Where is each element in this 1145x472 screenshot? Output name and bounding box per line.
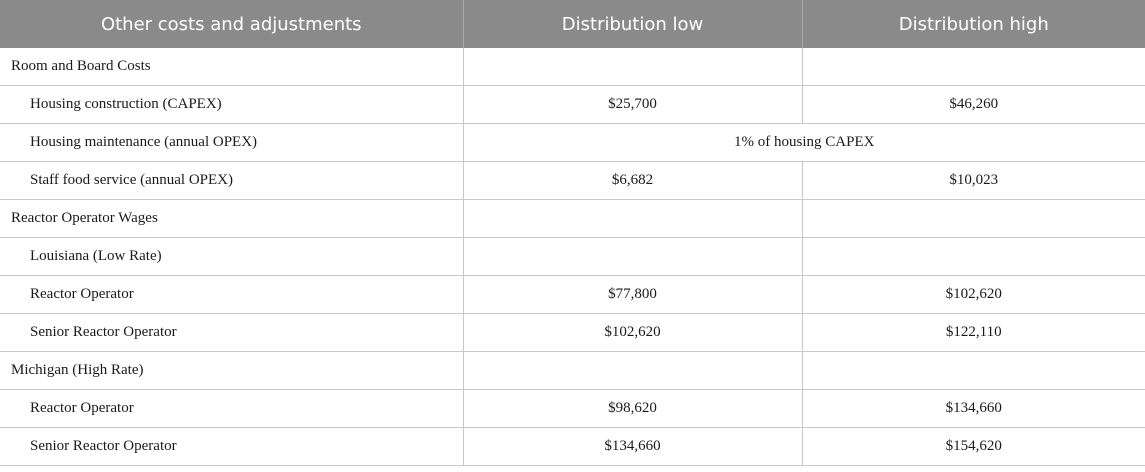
distribution-low-cell: $98,620 [463,390,802,428]
distribution-high-cell [802,48,1145,86]
header-distribution-low: Distribution low [463,0,802,48]
header-row [0,0,1145,48]
distribution-high-cell [802,352,1145,390]
table-body [0,48,1145,466]
distribution-high-cell: $154,620 [802,428,1145,466]
distribution-low-cell [463,48,802,86]
row-label: Staff food service (annual OPEX) [0,162,463,200]
distribution-low-cell [463,352,802,390]
distribution-high-cell: $10,023 [802,162,1145,200]
row-label: Reactor Operator Wages [0,200,463,238]
distribution-high-cell: $102,620 [802,276,1145,314]
row-label: Senior Reactor Operator [0,314,463,352]
header-distribution-high: Distribution high [802,0,1145,48]
distribution-low-cell: $25,700 [463,86,802,124]
distribution-low-cell: $134,660 [463,428,802,466]
table-header [0,0,1145,48]
row-label: Reactor Operator [0,276,463,314]
table-row [0,390,1145,428]
distribution-high-cell: $46,260 [802,86,1145,124]
row-label: Reactor Operator [0,390,463,428]
row-label: Michigan (High Rate) [0,352,463,390]
distribution-low-cell [463,200,802,238]
distribution-high-cell: $134,660 [802,390,1145,428]
header-other-costs: Other costs and adjustments [0,0,463,48]
distribution-high-cell [802,200,1145,238]
row-label: Louisiana (Low Rate) [0,238,463,276]
distribution-low-cell: $102,620 [463,314,802,352]
table-row [0,86,1145,124]
distribution-low-cell: $77,800 [463,276,802,314]
table-row [0,352,1145,390]
table-row [0,428,1145,466]
row-label: Room and Board Costs [11,58,151,74]
table-row [0,314,1145,352]
distribution-high-cell: $122,110 [802,314,1145,352]
table-row [0,124,1145,162]
row-label: Housing maintenance (annual OPEX) [0,124,463,162]
merged-value-cell: 1% of housing CAPEX [463,124,1145,162]
table-row [0,276,1145,314]
table-row [0,200,1145,238]
table-row [0,162,1145,200]
row-label: Senior Reactor Operator [0,428,463,466]
distribution-low-cell [463,238,802,276]
table-row [0,48,1145,86]
distribution-low-cell: $6,682 [463,162,802,200]
distribution-high-cell [802,238,1145,276]
row-label: Housing construction (CAPEX) [0,86,463,124]
table-row [0,238,1145,276]
